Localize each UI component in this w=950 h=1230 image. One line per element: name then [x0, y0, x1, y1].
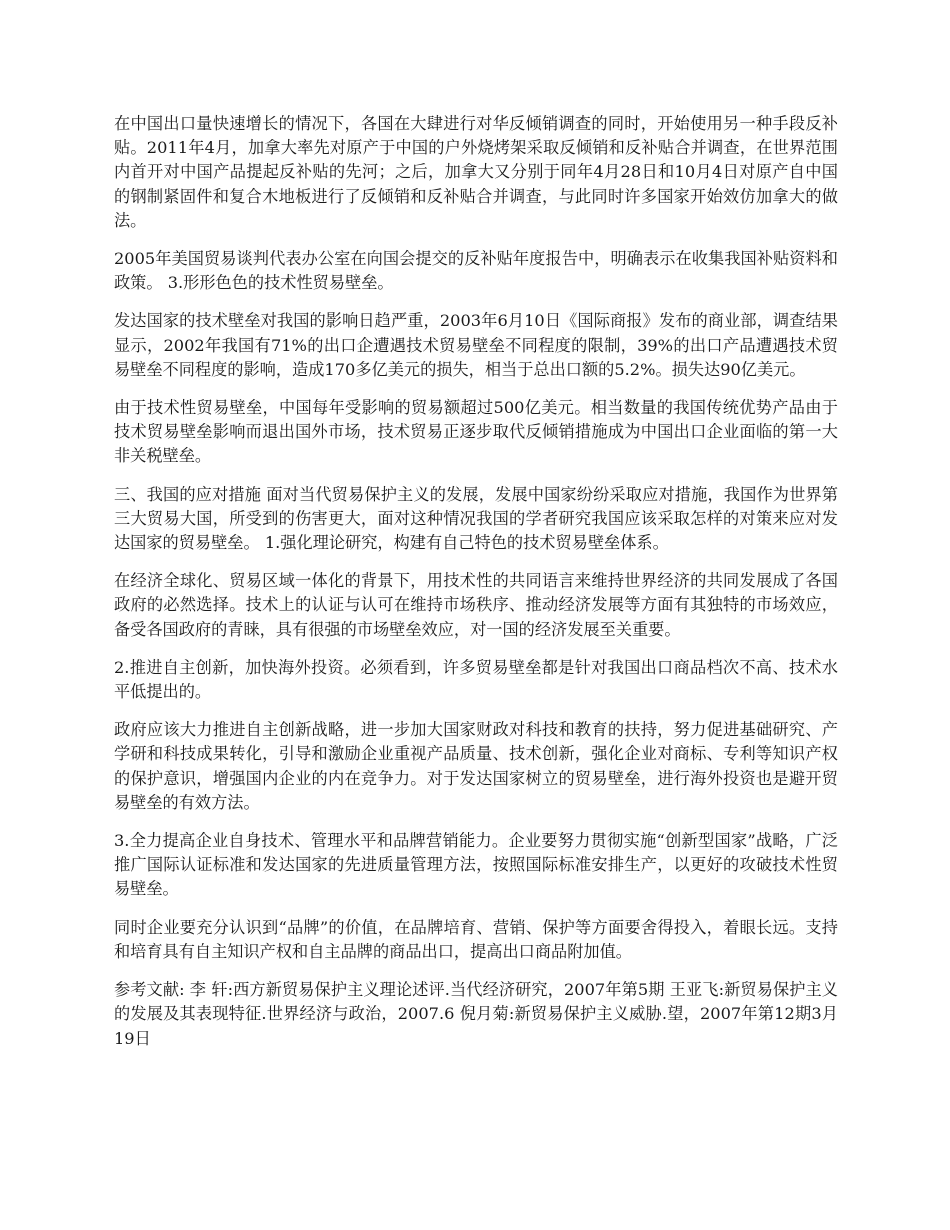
paragraph: 同时企业要充分认识到“品牌”的价值，在品牌培育、营销、保护等方面要舍得投入，着眼长远。支持和培育具有自主知识产权和自主品牌的商品出口，提高出口商品附加值。: [114, 917, 838, 961]
paragraph: 3.全力提高企业自身技术、管理水平和品牌营销能力。企业要努力贯彻实施“创新型国家”战略，广泛推广国际认证标准和发达国家的先进质量管理方法，按照国际标准安排生产，以更好的攻破技术性贸易壁垒。: [114, 831, 838, 899]
paragraph: 在中国出口量快速增长的情况下，各国在大肆进行对华反倾销调查的同时，开始使用另一种手段反补贴。2011年4月，加拿大率先对原产于中国的户外烧烤架采取反倾销和反补贴合并调查，在世界范围内首开对中国产品提起反补贴的先河；之后，加拿大又分别于同年4月28日和10月4日对原产自中国的钢制紧固件和复合木地板进行了反倾销和反补贴合并调查，与此同时许多国家开始效仿加拿大的做法。: [114, 114, 838, 230]
paragraph: 发达国家的技术壁垒对我国的影响日趋严重，2003年6月10日《国际商报》发布的商业部，调查结果显示，2002年我国有71%的出口企遭遇技术贸易壁垒不同程度的限制，39%的出口产品遭遇技术贸易壁垒不同程度的影响，造成170多亿美元的损失，相当于总出口额的5.2%。损失达90亿美元。: [114, 311, 838, 379]
paragraph: 由于技术性贸易壁垒，中国每年受影响的贸易额超过500亿美元。相当数量的我国传统优势产品由于技术贸易壁垒影响而退出国外市场，技术贸易正逐步取代反倾销措施成为中国出口企业面临的第一大非关税壁垒。: [114, 398, 838, 466]
paragraph: 在经济全球化、贸易区域一体化的背景下，用技术性的共同语言来维持世界经济的共同发展成了各国政府的必然选择。技术上的认证与认可在维持市场秩序、推动经济发展等方面有其独特的市场效应，备受各国政府的青睐，具有很强的市场壁垒效应，对一国的经济发展至关重要。: [114, 571, 838, 639]
document-body: [114, 112, 838, 1065]
references-paragraph: 参考文献: 李 轩:西方新贸易保护主义理论述评.当代经济研究，2007年第5期 王亚飞:新贸易保护主义的发展及其表现特征.世界经济与政治，2007.6 倪月菊:新贸易保护主义威胁.望，2007年第12期3月19日: [114, 980, 838, 1048]
paragraph: 2.推进自主创新，加快海外投资。必须看到，许多贸易壁垒都是针对我国出口商品档次不高、技术水平低提出的。: [114, 657, 838, 702]
paragraph: 2005年美国贸易谈判代表办公室在向国会提交的反补贴年度报告中，明确表示在收集我国补贴资料和政策。 3.形形色色的技术性贸易壁垒。: [114, 249, 838, 293]
paragraph: 政府应该大力推进自主创新战略，进一步加大国家财政对科技和教育的扶持，努力促进基础研究、产学研和科技成果转化，引导和激励企业重视产品质量、技术创新，强化企业对商标、专利等知识产权的保护意识，增强国内企业的内在竞争力。对于发达国家树立的贸易壁垒，进行海外投资也是避开贸易壁垒的有效方法。: [114, 720, 838, 812]
section-heading-paragraph: 三、我国的应对措施 面对当代贸易保护主义的发展，发展中国家纷纷采取应对措施，我国作为世界第三大贸易大国，所受到的伤害更大，面对这种情况我国的学者研究我国应该采取怎样的对策来应对发达国家的贸易壁垒。 1.强化理论研究，构建有自己特色的技术贸易壁垒体系。: [114, 484, 838, 553]
